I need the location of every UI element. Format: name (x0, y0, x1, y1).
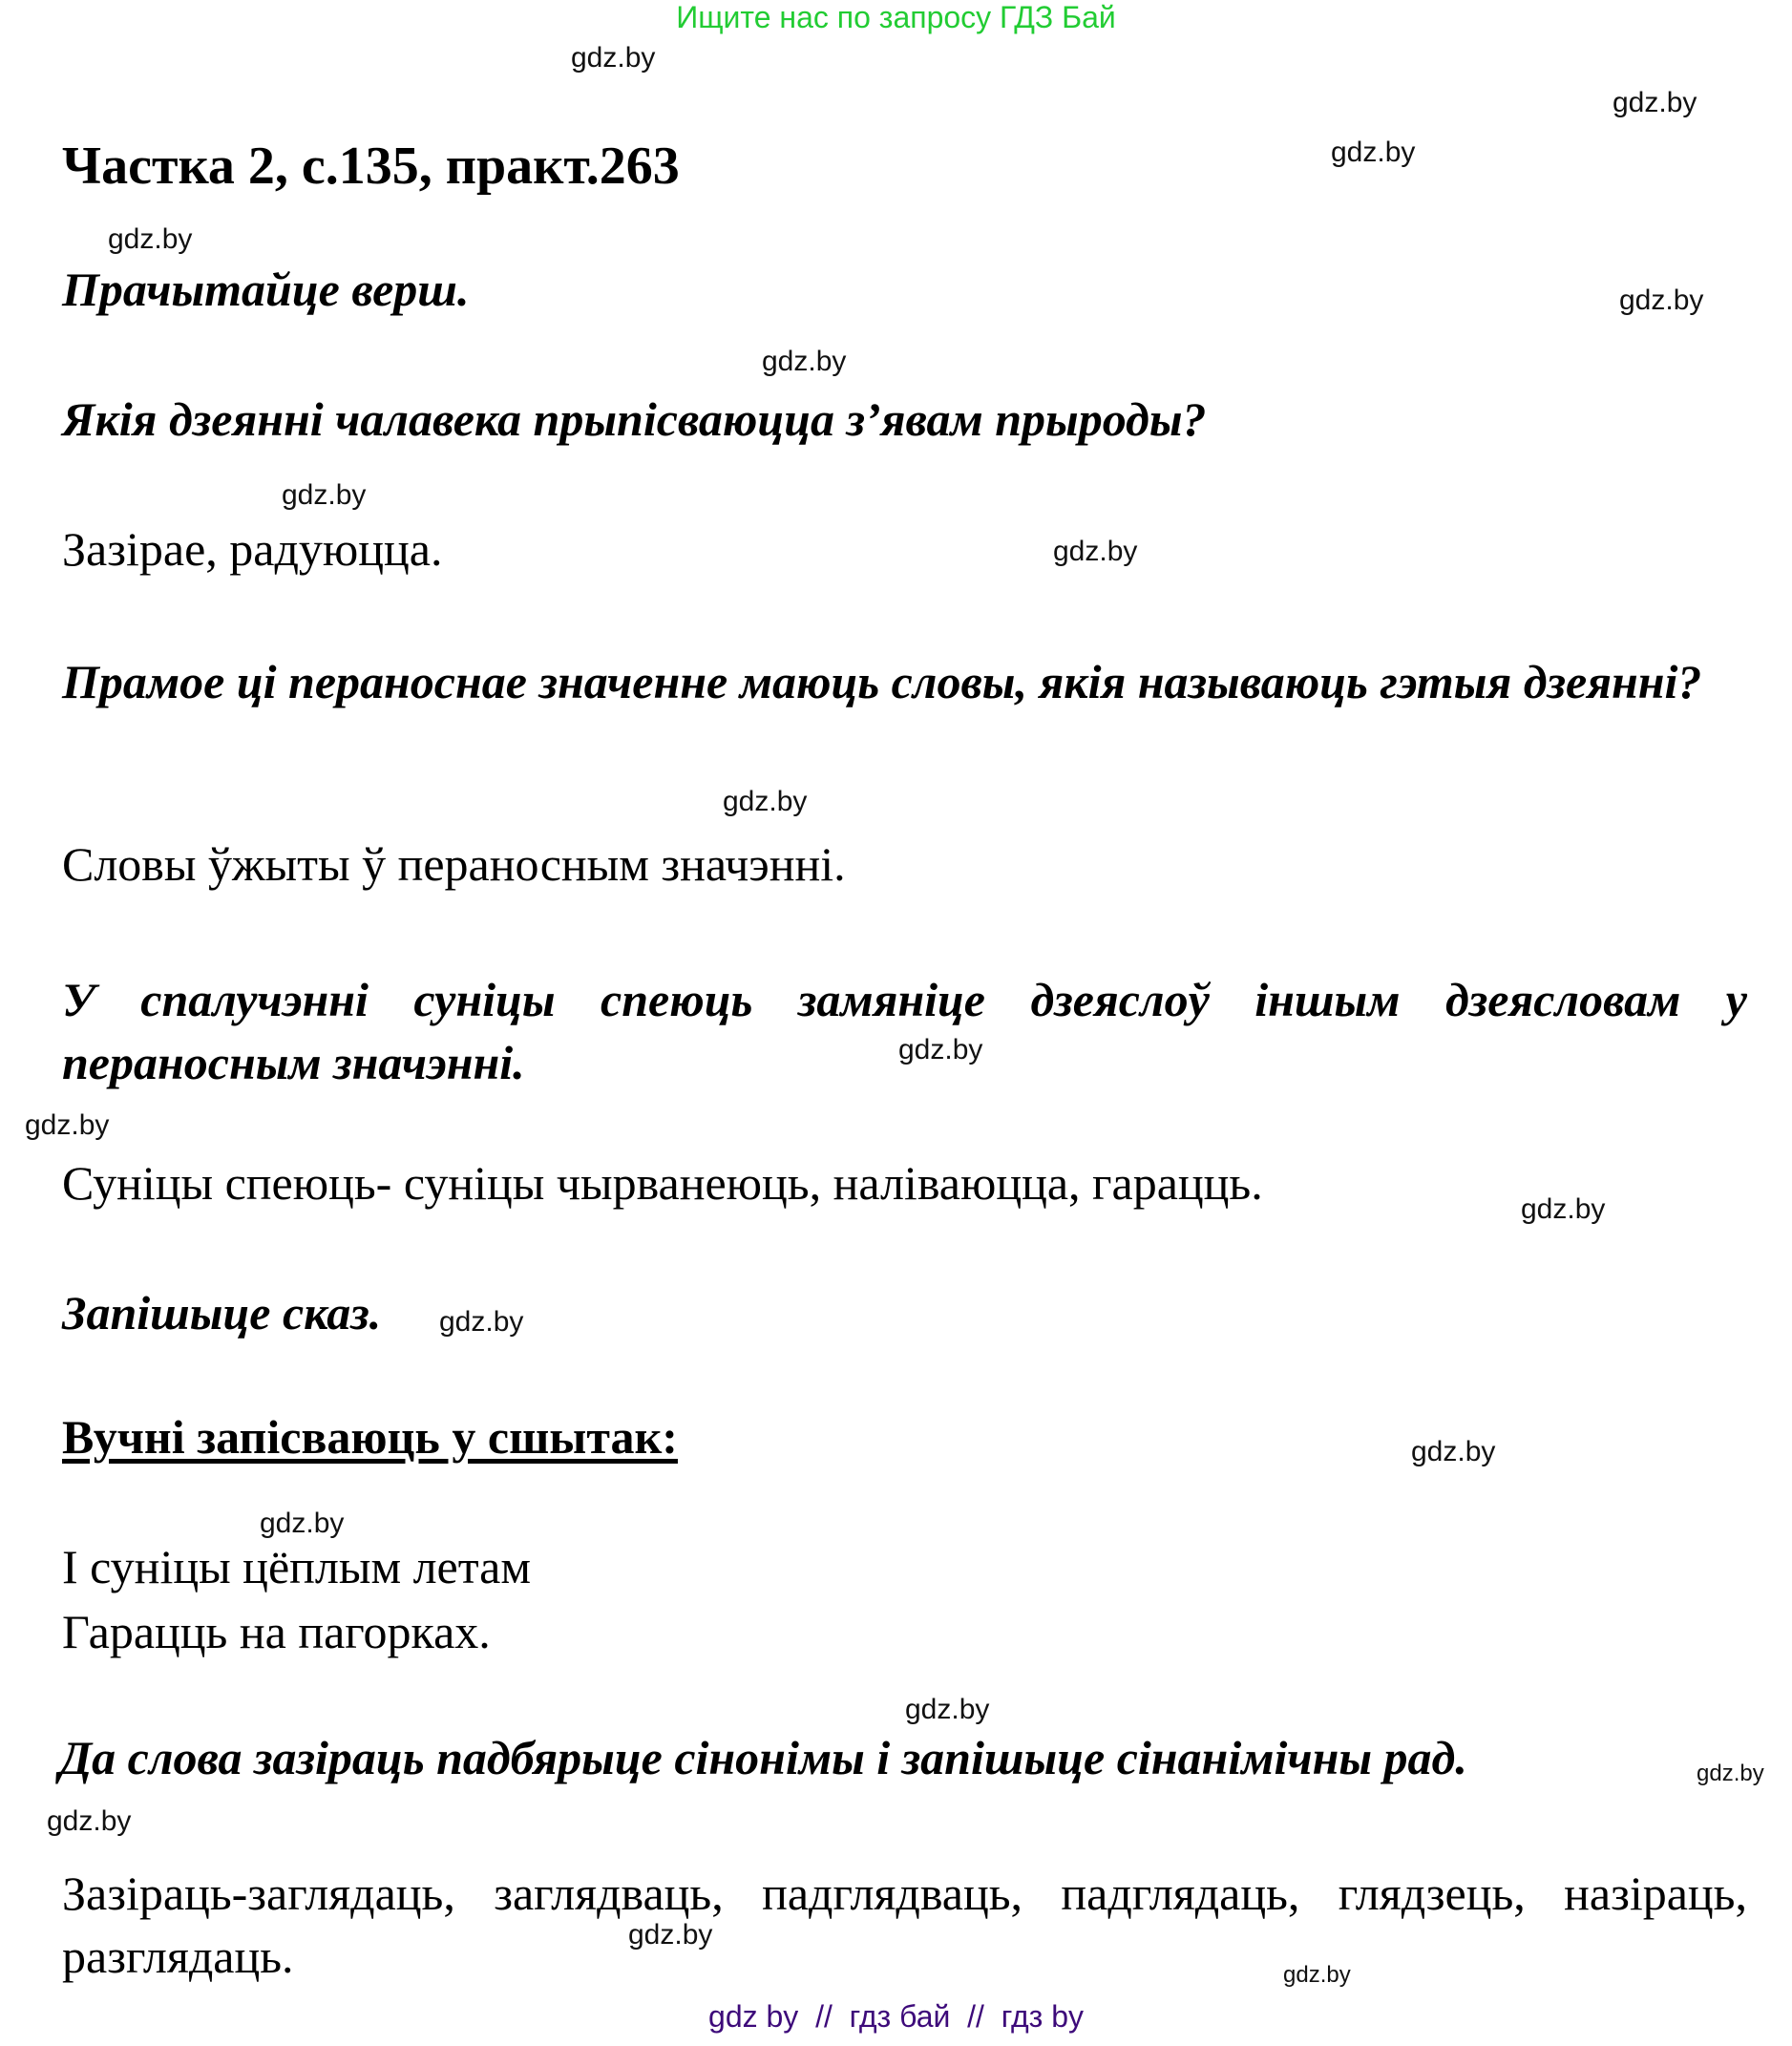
watermark: gdz.by (905, 1694, 990, 1725)
watermark: gdz.by (439, 1306, 524, 1338)
task-question-meaning: Прамое ці пераноснае значенне маюць словы, якія называюць гэтыя дзеянні? (62, 655, 1702, 708)
task-replace-verb: У спалучэнні суніцы спеюць замяніце дзеяслоў іншым дзеясловам у пераносным значэнні. (62, 973, 1747, 1089)
watermark: gdz.by (282, 479, 367, 511)
watermark: gdz.by (1053, 536, 1138, 567)
watermark: gdz.by (1521, 1193, 1606, 1225)
watermark: gdz.by (1331, 137, 1416, 168)
watermark: gdz.by (1619, 285, 1704, 316)
task-synonyms: Да слова зазіраць падбярыце сінонімы і запішыце сінанімічны рад. (59, 1731, 1467, 1784)
notebook-heading: Вучні запісваюць у сшытак: (62, 1410, 678, 1464)
watermark: gdz.by (47, 1805, 132, 1837)
answer-actions: Зазірае, радуюцца. (62, 522, 443, 576)
watermark: gdz.by (1697, 1761, 1764, 1786)
answer-meaning: Словы ўжыты ў пераносным значэнні. (62, 837, 846, 891)
watermark: gdz.by (1411, 1436, 1496, 1467)
footer-text: gdz by // гдз бай // гдз by (708, 1999, 1084, 2034)
header-search-ad[interactable] (0, 2, 1792, 32)
watermark: gdz.by (108, 223, 193, 255)
page-title: Частка 2, с.135, практ.263 (62, 137, 680, 196)
task-read-poem: Прачытайце верш. (62, 263, 470, 316)
answer-synonyms: Зазіраць-заглядаць, заглядваць, падглядваць, падглядаць, глядзець, назіраць, разглядаць. (62, 1867, 1747, 1983)
task-question-actions: Якія дзеянні чалавека прыпісваюцца з’явам прыроды? (62, 392, 1207, 446)
watermark: gdz.by (898, 1034, 983, 1065)
answer-replace-verb: Суніцы спеюць- суніцы чырванеюць, наліваюцца, гарацць. (62, 1156, 1263, 1210)
footer-links[interactable] (0, 2001, 1792, 2032)
watermark: gdz.by (723, 786, 808, 817)
header-ad-text: Ищите нас по запросу ГДЗ Бай (676, 0, 1116, 34)
watermark: gdz.by (628, 1919, 713, 1951)
watermark: gdz.by (571, 42, 656, 74)
watermark: gdz.by (25, 1109, 110, 1141)
watermark: gdz.by (1613, 87, 1697, 118)
watermark: gdz.by (1283, 1962, 1351, 1988)
watermark: gdz.by (762, 346, 847, 377)
task-write-sentence: Запішыце сказ. (62, 1286, 382, 1339)
poem-line-1: І суніцы цёплым летам (62, 1540, 532, 1593)
poem-line-2: Гарацць на пагорках. (62, 1605, 491, 1658)
watermark: gdz.by (260, 1508, 345, 1539)
